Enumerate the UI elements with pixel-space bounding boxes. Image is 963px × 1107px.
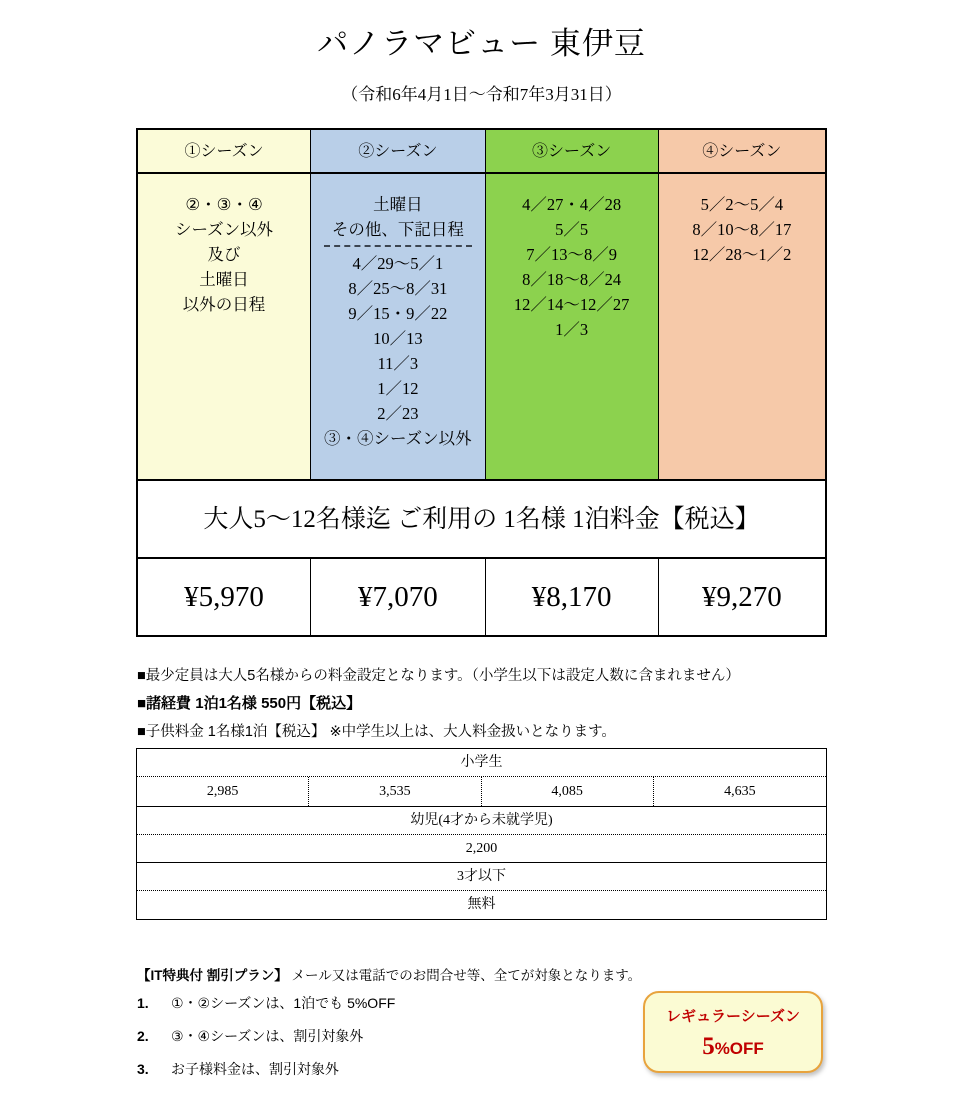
season-1-line: ②・③・④ xyxy=(185,195,263,214)
infant-label: 幼児(4才から未就学児) xyxy=(137,807,826,835)
season-1-line: 土曜日 xyxy=(199,270,249,289)
season-header-1: ①シーズン xyxy=(138,130,311,174)
infant-label-row xyxy=(137,807,826,835)
elementary-price-4: 4,635 xyxy=(724,784,756,799)
season-4-line: 8／10～8／17 xyxy=(692,220,792,239)
season-4-line: 5／2～5／4 xyxy=(700,195,784,214)
it-plan-item-text: お子様料金は、割引対象外 xyxy=(171,1061,339,1077)
toddler-price: 無料 xyxy=(467,897,496,912)
price-season-3: ¥8,170 xyxy=(486,559,659,635)
price-season-4: ¥9,270 xyxy=(659,559,825,635)
season-header-3: ③シーズン xyxy=(486,130,659,174)
infant-price: 2,200 xyxy=(137,835,826,863)
note-child-fee: ■子供料金 1名様1泊【税込】 ※中学生以上は、大人料金扱いとなります。 xyxy=(137,724,616,740)
season-header-2: ②シーズン xyxy=(311,130,485,174)
toddler-label-row xyxy=(137,863,826,891)
price-values-row xyxy=(138,559,825,635)
notes-section xyxy=(137,662,897,746)
season-detail-3 xyxy=(486,174,659,481)
season-detail-row xyxy=(138,174,825,481)
season-3-line: 1／3 xyxy=(555,320,589,339)
children-price-table xyxy=(136,748,827,920)
elementary-price-1: 2,985 xyxy=(137,777,309,806)
season-price-table xyxy=(136,128,827,637)
season-2-line: 1／12 xyxy=(377,379,419,398)
it-plan-item xyxy=(137,1020,657,1053)
price-season-2: ¥7,070 xyxy=(311,559,485,635)
it-plan-heading xyxy=(137,965,657,987)
elementary-label: 小学生 xyxy=(137,749,826,777)
elementary-price-2: 3,535 xyxy=(309,777,481,806)
season-2-line: 11／3 xyxy=(377,354,419,373)
toddler-label: 3才以下 xyxy=(137,863,826,891)
it-plan-item-number: 3. xyxy=(137,1061,149,1077)
it-plan-item-number: 2. xyxy=(137,1028,149,1044)
validity-period: （令和6年4月1日～令和7年3月31日） xyxy=(341,85,622,104)
infant-price-row xyxy=(137,835,826,863)
season-detail-4 xyxy=(659,174,825,481)
price-banner-row xyxy=(138,481,825,559)
season-header-row xyxy=(138,130,825,174)
elementary-label-row xyxy=(137,749,826,777)
season-detail-2 xyxy=(311,174,485,481)
season-1-line: シーズン以外 xyxy=(174,220,274,239)
it-plan-item xyxy=(137,987,657,1020)
season-1-line: 以外の日程 xyxy=(182,295,266,314)
season-3-line: 5／5 xyxy=(555,220,589,239)
it-plan-item-text: ①・②シーズンは、1泊でも 5%OFF xyxy=(171,995,396,1011)
price-banner-text: 大人5～12名様迄 ご利用の 1名様 1泊料金【税込】 xyxy=(138,481,825,559)
it-plan-heading-title: 【IT特典付 割引プラン】 xyxy=(137,968,288,983)
elementary-price-3: 4,085 xyxy=(482,777,654,806)
it-plan-item xyxy=(137,1053,657,1086)
discount-badge xyxy=(643,991,823,1073)
discount-badge-label: レギュラーシーズン xyxy=(666,1008,800,1025)
price-season-1: ¥5,970 xyxy=(138,559,311,635)
dashed-divider xyxy=(324,245,471,247)
season-3-line: 7／13～8／9 xyxy=(526,245,618,264)
discount-badge-value xyxy=(645,1033,821,1061)
toddler-price-row xyxy=(137,891,826,919)
discount-badge-off: %OFF xyxy=(714,1039,764,1058)
it-plan-item-number: 1. xyxy=(137,995,149,1011)
season-2-line: その他、下記日程 xyxy=(331,220,464,239)
season-2-line: 9／15・9／22 xyxy=(348,304,448,323)
season-4-line: 12／28～1／2 xyxy=(692,245,792,264)
elementary-price-row xyxy=(137,777,826,807)
season-3-line: 4／27・4／28 xyxy=(522,195,622,214)
season-header-4: ④シーズン xyxy=(659,130,825,174)
season-2-line: 10／13 xyxy=(373,329,423,348)
note-minimum-occupancy: ■最少定員は大人5名様からの料金設定となります。（小学生以下は設定人数に含まれません） xyxy=(137,668,740,684)
season-2-line: 2／23 xyxy=(377,404,419,423)
season-2-line: 土曜日 xyxy=(373,195,423,214)
it-plan-item-text: ③・④シーズンは、割引対象外 xyxy=(171,1028,364,1044)
season-1-line: 及び xyxy=(207,245,241,264)
note-service-fee: ■諸経費 1泊1名様 550円【税込】 xyxy=(137,695,362,712)
season-3-line: 8／18～8／24 xyxy=(522,270,622,289)
discount-badge-number: 5 xyxy=(702,1033,715,1060)
season-2-line: 4／29～5／1 xyxy=(352,254,444,273)
season-2-line: ③・④シーズン以外 xyxy=(324,429,472,448)
season-detail-1 xyxy=(138,174,311,481)
it-plan-heading-detail: メール又は電話でのお問合せ等、全てが対象となります。 xyxy=(287,968,642,983)
season-3-line: 12／14～12／27 xyxy=(513,295,630,314)
it-discount-plan-section xyxy=(137,965,657,1086)
page-title: パノラマビュー 東伊豆 xyxy=(317,26,646,61)
season-2-line: 8／25～8／31 xyxy=(348,279,448,298)
